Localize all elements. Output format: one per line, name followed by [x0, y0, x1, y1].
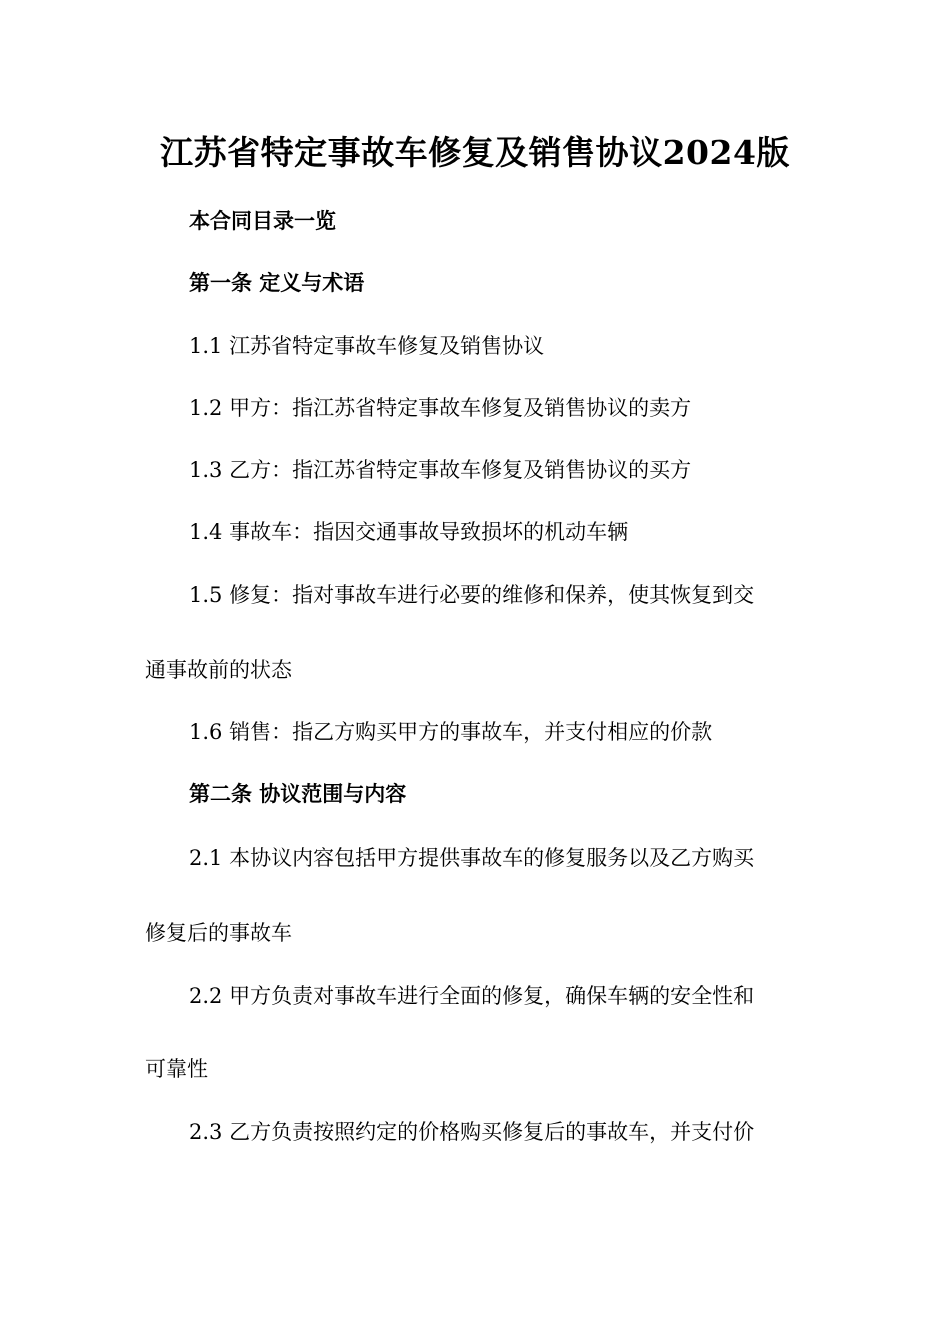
clause-1-5: 1.5 修复：指对事故车进行必要的维修和保养，使其恢复到交 — [189, 583, 755, 607]
article-1-heading: 第一条 定义与术语 — [189, 271, 365, 295]
clause-2-1-continuation: 修复后的事故车 — [145, 921, 292, 945]
clause-2-2: 2.2 甲方负责对事故车进行全面的修复，确保车辆的安全性和 — [189, 984, 755, 1008]
clause-1-6: 1.6 销售：指乙方购买甲方的事故车，并支付相应的价款 — [189, 720, 713, 744]
clause-2-2-continuation: 可靠性 — [145, 1057, 208, 1081]
article-2-heading: 第二条 协议范围与内容 — [189, 782, 407, 806]
clause-1-2: 1.2 甲方：指江苏省特定事故车修复及销售协议的卖方 — [189, 396, 692, 420]
toc-heading: 本合同目录一览 — [189, 209, 336, 233]
clause-1-5-continuation: 通事故前的状态 — [145, 658, 292, 682]
clause-2-1: 2.1 本协议内容包括甲方提供事故车的修复服务以及乙方购买 — [189, 846, 755, 870]
document-title: 江苏省特定事故车修复及销售协议2024版 — [160, 133, 790, 172]
clause-2-3: 2.3 乙方负责按照约定的价格购买修复后的事故车，并支付价 — [189, 1120, 755, 1144]
clause-1-1: 1.1 江苏省特定事故车修复及销售协议 — [189, 334, 545, 358]
clause-1-4: 1.4 事故车：指因交通事故导致损坏的机动车辆 — [189, 520, 629, 544]
clause-1-3: 1.3 乙方：指江苏省特定事故车修复及销售协议的买方 — [189, 458, 692, 482]
